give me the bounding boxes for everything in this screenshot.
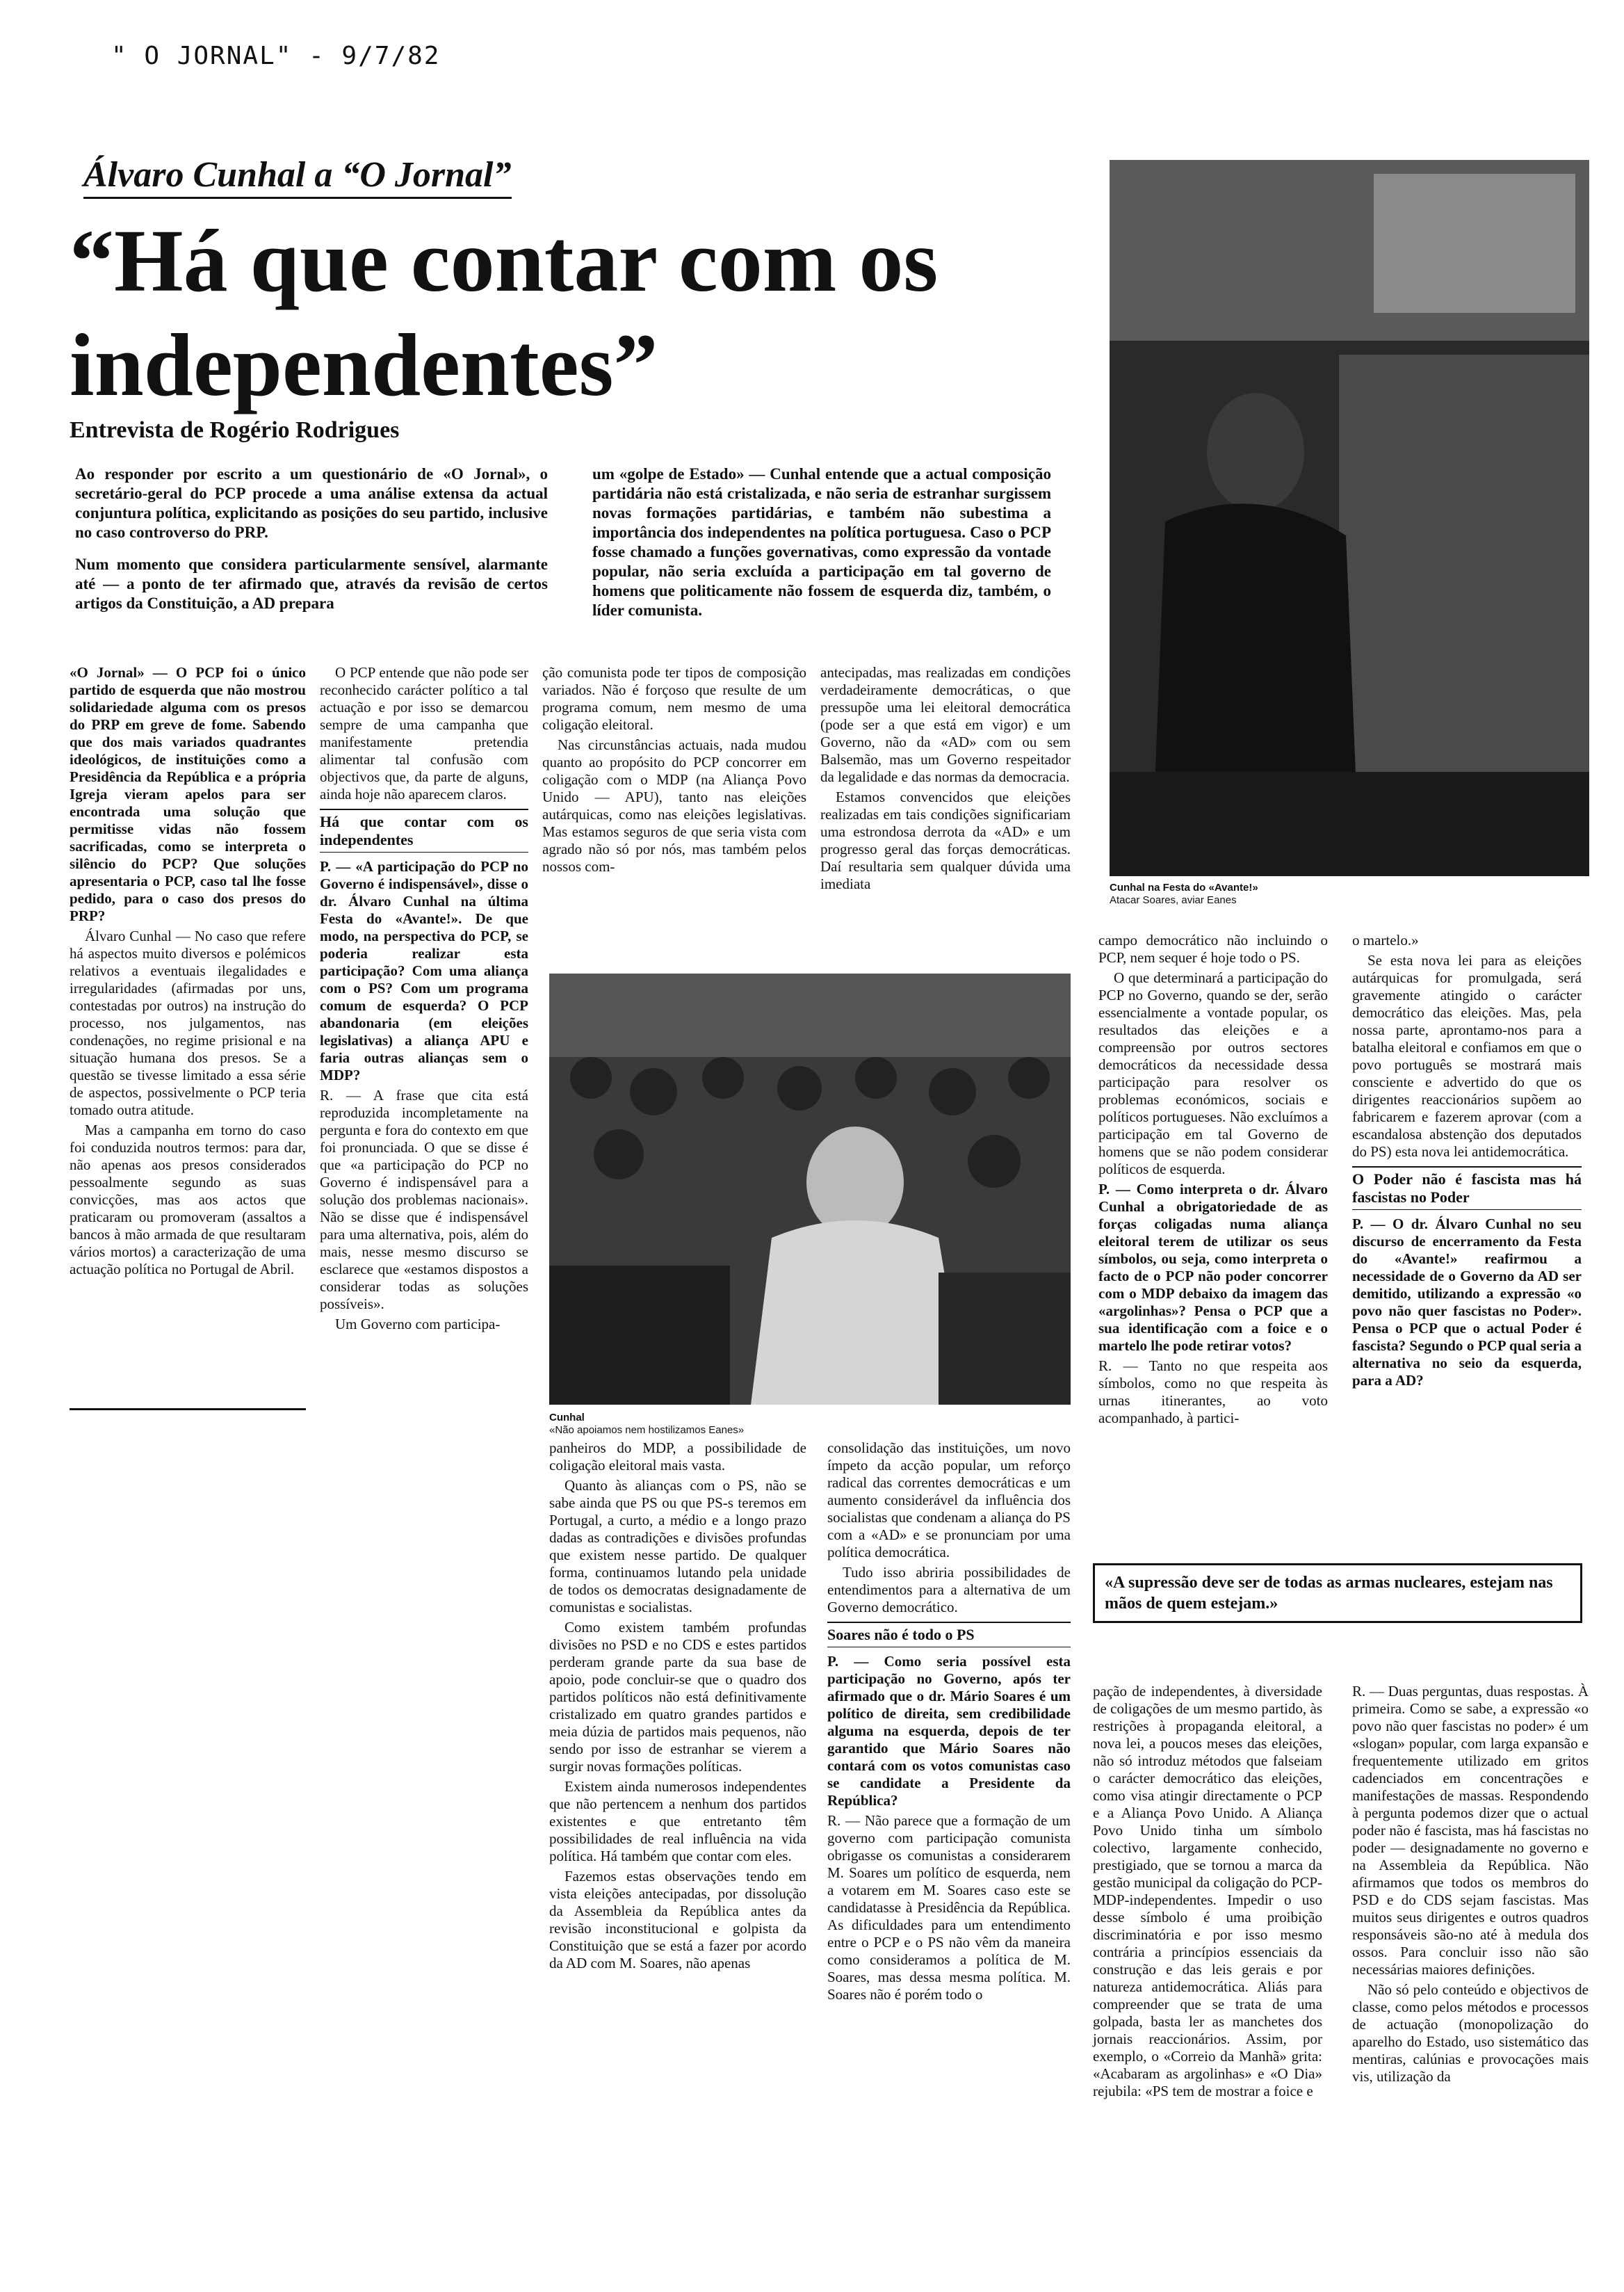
col3-p2: Nas circunstâncias actuais, nada mudou quanto ao propósito do PCP concorrer em coligação com o MDP (na Aliança Povo Unido — APU), tanto nas eleições autárquicas, como nas eleições legislativas. Mas estamos seguros de que seria vista com agrado não só por nós, mas também pelos nossos com- xyxy=(542,736,806,875)
caption-speaker xyxy=(1110,882,1589,907)
col2-p1: O PCP entende que não pode ser reconhecido carácter político a tal actuação e por isso se demarcou sempre de uma campanha que manifestamente pretendia alimentar tal confusão com objectivos que, da parte de alguns, ainda hoje não aparecem claros. xyxy=(320,664,528,802)
col6-p0: o martelo.» xyxy=(1352,932,1419,949)
column-3 xyxy=(542,664,806,878)
caption-crowd xyxy=(549,1412,1071,1437)
lead-left xyxy=(75,465,548,613)
col8-p1: consolidação das instituições, um novo ímpeto da acção popular, um reforço radical das correntes democráticas e um aumento considerável da influência dos socialistas que condenam a aliança do PS com a «AD» e se pronunciam por uma política democrática. xyxy=(827,1439,1071,1560)
lead-paragraph-2: Num momento que considera particularmente sensível, alarmante até — a ponto de ter afirmado que, através da revisão de certos artigos da Constituição, a AD prepara xyxy=(75,556,548,612)
column-6 xyxy=(1352,932,1582,1392)
col5-p2: O que determinará a participação do PCP no Governo, quando se der, serão essencialmente a vontade popular, os resultados das eleições e a compreensão por outros sectores democráticos da necessidade dessa participação para resolver os problemas económicos, sociais e políticos portugueses. Não excluímos a participação em tal Governo de homens que se não podem considerar políticos de esquerda. xyxy=(1098,969,1328,1177)
col7-p4: Existem ainda numerosos independentes que não pertencem a nenhum dos partidos existentes e que entretanto têm possibilidades de real influência na vida política. Há também que contar com eles. xyxy=(549,1778,806,1864)
col4-p1: antecipadas, mas realizadas em condições verdadeiramente democráticas, o que pressupõe uma lei eleitoral democrática (pode ser a que está em vigor) e um Governo, não da «AD» com ou sem Balsemão, mas um Governo respeitador da legalidade e das normas da democracia. xyxy=(820,664,1071,785)
column-4 xyxy=(820,664,1071,896)
col7-p2: Quanto às alianças com o PS, não se sabe ainda que PS ou que PS-s teremos em Portugal, a curto, a médio e a longo prazo dadas as contradições e divisões profundas que existem nesse partido. De qualquer forma, continuamos lutando pela unidade de todos os democratas designadamente de comunistas e socialistas. xyxy=(549,1477,806,1615)
subhead-soares: Soares não é todo o PS xyxy=(827,1622,1071,1647)
column-1 xyxy=(70,664,306,1281)
subhead-independentes: Há que contar com os independentes xyxy=(320,809,528,853)
subhead-poder: O Poder não é fascista mas há fascistas no Poder xyxy=(1352,1166,1582,1210)
col1-question: «O Jornal» — O PCP foi o único partido de esquerda que não mostrou solidariedade alguma com os presos do PRP em greve de fome. Sabendo que dos mais variados quadrantes ideológicos, de instituições como a Presidência da República e a própria Igreja vieram apelos para ser encontrada uma solução que permitisse vidas não fossem sacrificadas, como se interpreta o silêncio do PCP? Que soluções apresentaria o PCP, caso tal lhe fosse pedido, para o caso dos presos do PRP? xyxy=(70,664,306,924)
column-8 xyxy=(827,1439,1071,2006)
caption-speaker-title: Cunhal na Festa do «Avante!» xyxy=(1110,882,1258,894)
col2-p-end: Um Governo com participa- xyxy=(335,1316,501,1332)
col1-p3: Mas a campanha em torno do caso foi conduzida noutros termos: para dar, não apenas aos presos considerados pessoalmente segundo as suas convicções, mas aos actos que praticaram ou promoveram (assaltos a bancos à mão armada de que resultaram vários mortos) a caracterização de uma actuação política no Portugal de Abril. xyxy=(70,1122,306,1277)
column-10 xyxy=(1352,1683,1589,2088)
col10-p2: Não só pelo conteúdo e objectivos de classe, como pelos métodos e processos de actuação (monopolização do aparelho do Estado, uso sistemático das mentiras, calúnias e provocações mais vis, utilização da xyxy=(1352,1981,1589,2085)
col1-p2: Álvaro Cunhal — No caso que refere há aspectos muito diversos e polémicos relativos a eventuais ilegalidades e irregularidades (afirmadas por uns, contestadas por outros) na instrução do processo, nos julgamentos, nas condenações, no regime prisional e na situação humana dos presos. Se a questão se tivesse limitado a essa série de aspectos, possivelmente o PCP teria tomado outra atitude. xyxy=(70,928,306,1118)
col6-question: P. — O dr. Álvaro Cunhal no seu discurso de encerramento da Festa do «Avante!» reafirmou a necessidade de o Governo da AD ser demitido, utilizando a expressão «o povo não quer fascistas no Poder». Pensa o PCP que o actual Poder é fascista? Segundo o PCP qual seria a alternativa no seio da esquerda, para a AD? xyxy=(1352,1216,1582,1389)
source-header: " O JORNAL" - 9/7/82 xyxy=(111,42,441,70)
headline: “Há que contar com os independentes” xyxy=(70,211,939,414)
col8-question: P. — Como seria possível esta participação no Governo, após ter afirmado que o dr. Mário Soares é um político de direita, sem credibilidade alguma na esquerda, depois de ter garantido que Mário Soares não contará com os votos comunistas caso se candidate a Presidente da República? xyxy=(827,1653,1071,1809)
col2-answer: R. — A frase que cita está reproduzida incompletamente na pergunta e fora do contexto em que foi pronunciada. O que se disse é que «a participação do PCP no Governo é indispensável para a solução dos problemas nacionais». Não se disse que é indispensável para uma alternativa, pois, além do mais, nesse mesmo discurso se esclarece que «estamos dispostos a considerar todas as soluções possíveis». xyxy=(320,1087,528,1312)
col6-p1: Se esta nova lei para as eleições autárquicas for promulgada, será gravemente atingido o carácter democrático das eleições. Mas, pela nossa parte, aprontamo-nos para a batalha eleitoral e confiamos em que o povo português se mostrará mais consciente e advertido do que os dirigentes reaccionários supõem ao fabricarem e fazerem aprovar (com a escandalosa abstenção dos deputados do PS) esta nova lei antidemocrática. xyxy=(1352,952,1582,1160)
col7-p1: panheiros do MDP, a possibilidade de coligação eleitoral mais vasta. xyxy=(549,1439,806,1474)
lead-right xyxy=(592,465,1051,620)
col5-p1: campo democrático não incluindo o PCP, nem sequer é hoje todo o PS. xyxy=(1098,932,1328,966)
col7-p3: Como existem também profundas divisões no PSD e no CDS e estes partidos perderam grande parte da sua base de apoio, pode concluir-se que o quadro dos partidos políticos não está definitivamente cristalizado em quatro grandes partidos e meia dúzia de partidos mais pequenos, não sendo por isso de estranhar se vierem a surgir novas formações políticas. xyxy=(549,1619,806,1775)
column-9 xyxy=(1093,1683,1322,2103)
photo-speaker-image xyxy=(1110,160,1589,876)
column-5 xyxy=(1098,932,1328,1430)
lead-paragraph-1: Ao responder por escrito a um questionário de «O Jornal», o secretário-geral do PCP procede a uma análise extensa da actual conjuntura política, explicitando as posições do seu partido, inclusive no caso controverso do PRP. xyxy=(75,465,548,541)
photo-crowd xyxy=(549,974,1071,1405)
caption-crowd-text: «Não apoiamos nem hostilizamos Eanes» xyxy=(549,1424,745,1436)
photo-speaker xyxy=(1110,160,1589,876)
pull-quote: «A supressão deve ser de todas as armas nucleares, estejam nas mãos de quem estejam.» xyxy=(1093,1563,1582,1623)
byline: Entrevista de Rogério Rodrigues xyxy=(70,417,400,443)
col9-p1: pação de independentes, à diversidade de coligações de um mesmo partido, às restrições à propaganda eleitoral, a nova lei, a poucos meses das eleições, não só introduz métodos que falseiam o carácter democrático das eleições, como visa atingir directamente o PCP e a Aliança Povo Unido. A Aliança Povo Unido tinha um símbolo colectivo, largamente conhecido, prestigiado, que se tornou a marca da gestão municipal da coligação do PCP-MDP-independentes. Impedir o uso desse símbolo é uma proibição discriminatória e por isso mesmo contrária a princípios essenciais da construção e das leis gerais e por natureza antidemocrática. Aliás para compreender que se trata de uma golpada, basta ler as manchetes dos jornais reaccionários. Assim, por exemplo, o «Correio da Manhã» grita: «Acabaram as argolinhas» e «O Dia» rejubila: «PS tem de mostrar a foice e xyxy=(1093,1683,1322,2099)
col8-answer: R. — Não parece que a formação de um governo com participação comunista obrigasse os comunistas a considerarem M. Soares um político de esquerda, nem a votarem em M. Soares caso este se candidatasse à Presidência da República. As dificuldades para um entendimento entre o PCP e o PS não vêm da maneira como consideramos a política de M. Soares, mas dessa mesma política. M. Soares não é porém todo o xyxy=(827,1812,1071,2003)
caption-crowd-title: Cunhal xyxy=(549,1412,585,1423)
caption-speaker-text: Atacar Soares, aviar Eanes xyxy=(1110,894,1237,906)
col4-p2: Estamos convencidos que eleições realizadas em tais condições significariam uma estrondosa derrota da «AD» e um progresso geral das forças democráticas. Daí resultaria sem qualquer dúvida uma imediata xyxy=(820,789,1071,892)
column-2 xyxy=(320,664,528,1336)
col5-question: P. — Como interpreta o dr. Álvaro Cunhal a obrigatoriedade de as forças coligadas numa aliança eleitoral terem de utilizar os seus símbolos, ou seja, como interpreta o facto de o PCP não poder concorrer com o MDP debaixo da imagem das «argolinhas»? Pensa o PCP que a sua identificação com a foice e o martelo lhe pode retirar votos? xyxy=(1098,1181,1328,1354)
col10-p1: R. — Duas perguntas, duas respostas. À primeira. Como se sabe, a expressão «o povo não quer fascistas no poder» é um «slogan» popular, com larga expansão e frequentemente utilizado em gritos cadenciados em concentrações e manifestações de massas. Respondendo à pergunta podemos dizer que o actual poder não é fascista, mas há fascistas no poder — designadamente no governo e na Assembleia da República. Não afirmamos que todos os membros do PSD e do CDS sejam fascistas. Mas muitos seus dirigentes e outros quadros responsáveis são-no até à medula dos ossos. Para concluir isso não são necessárias maiores definições. xyxy=(1352,1683,1589,1978)
lead-paragraph-3: um «golpe de Estado» — Cunhal entende que a actual composição partidária não está cristalizada, e não seria de estranhar surgissem novas formações partidárias, e também não subestima a importância dos independentes na política portuguesa. Caso o PCP fosse chamado a funções governativas, como expressão da vontade popular, não seria excluída a participação em tal governo de homens que politicamente não fossem de esquerda diz, também, o líder comunista. xyxy=(592,465,1051,619)
photo-crowd-image xyxy=(549,974,1071,1405)
kicker: Álvaro Cunhal a “O Jornal” xyxy=(83,154,512,199)
col7-p5: Fazemos estas observações tendo em vista eleições antecipadas, por dissolução da Assembleia da República antes da revisão inconstitucional e golpista da Constituição que se está a fazer por acordo da AD com M. Soares, não apenas xyxy=(549,1868,806,1971)
col5-answer: R. — Tanto no que respeita aos símbolos, como no que respeita às urnas itinerantes, ao voto acompanhado, à partici- xyxy=(1098,1357,1328,1426)
column-7 xyxy=(549,1439,806,1975)
col3-p1: ção comunista pode ter tipos de composição variados. Não é forçoso que resulte de um programa comum, nem mesmo de uma coligação eleitoral. xyxy=(542,664,806,733)
col8-p2: Tudo isso abriria possibilidades de entendimentos para a alternativa de um Governo democrático. xyxy=(827,1564,1071,1615)
column-1-end-rule xyxy=(70,1408,306,1410)
col2-question: P. — «A participação do PCP no Governo é indispensável», disse o dr. Álvaro Cunhal na última Festa do «Avante!». De que modo, na perspectiva do PCP, se poderia realizar esta participação? Com uma aliança com o PS? Com um programa comum de esquerda? O PCP abandonaria (em eleições legislativas) a aliança APU e faria outras alianças sem o MDP? xyxy=(320,858,528,1083)
